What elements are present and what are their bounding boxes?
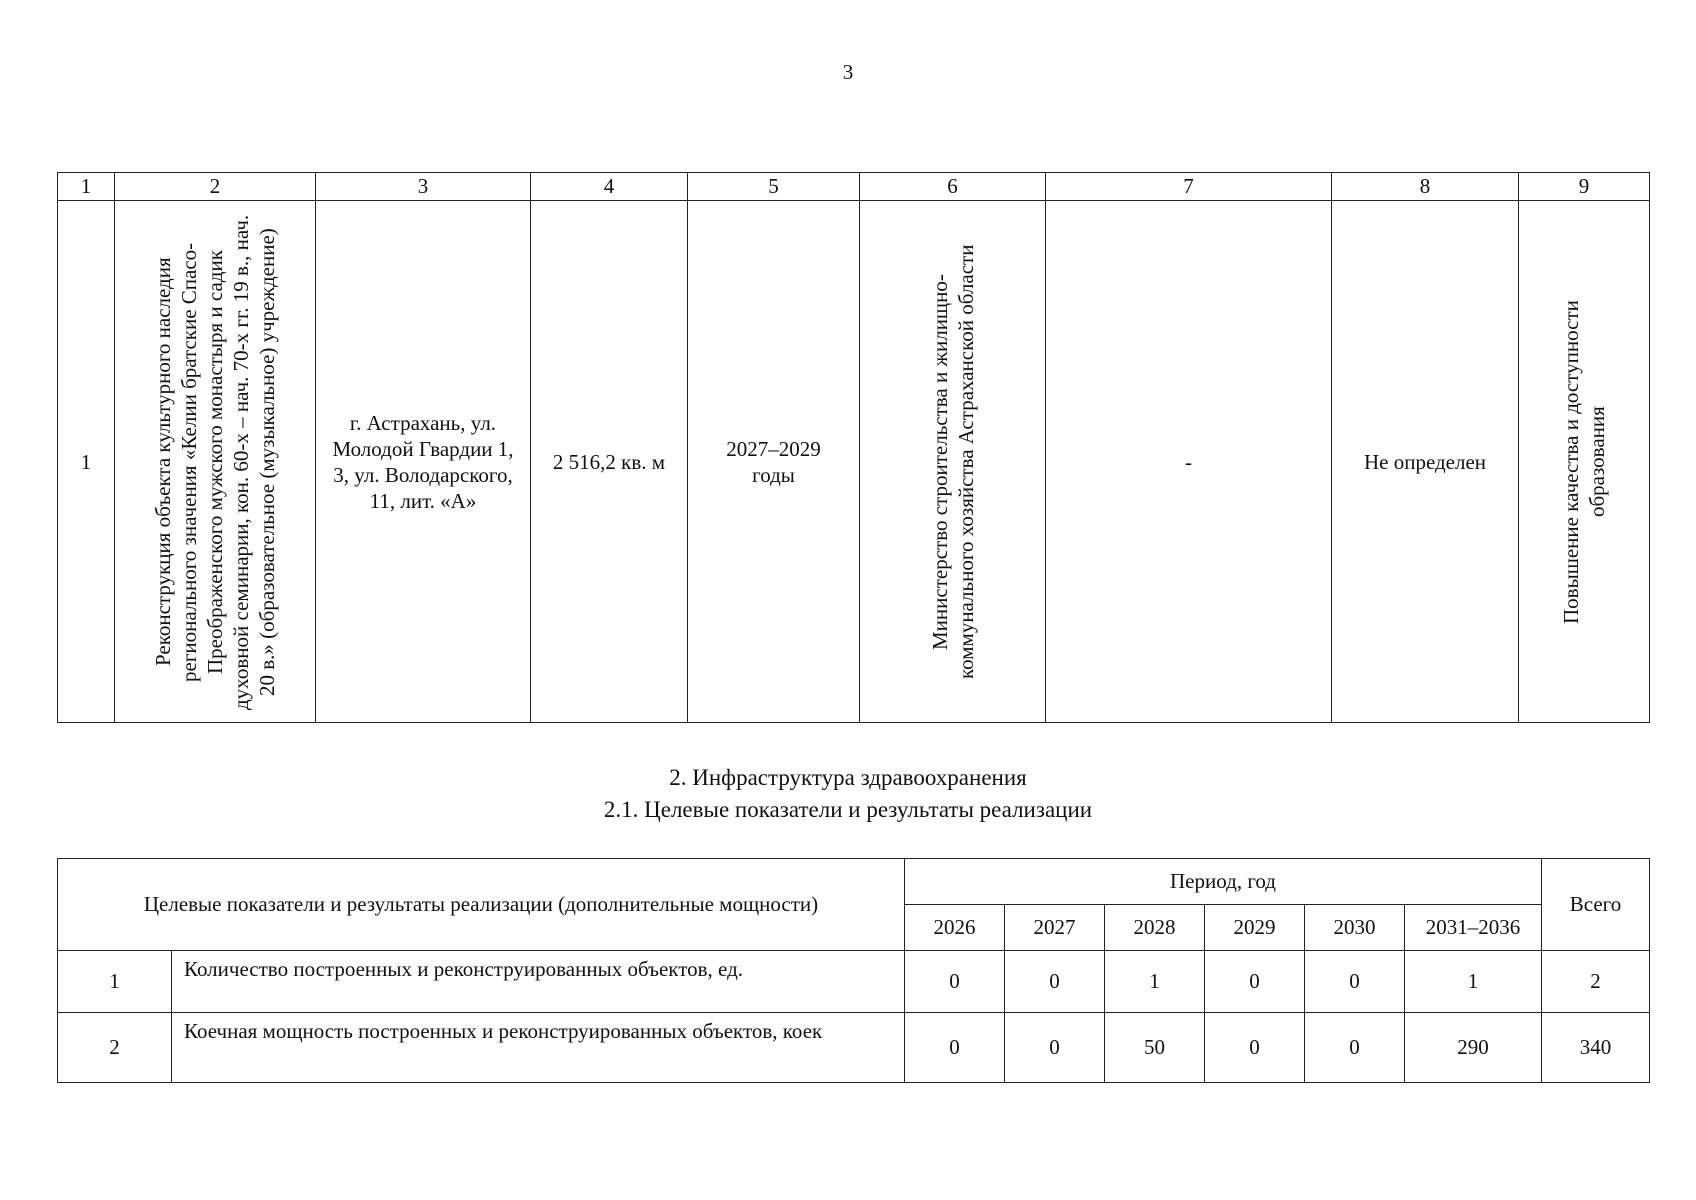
construction-objects-table <box>57 172 1650 723</box>
column-number-6: 6 <box>860 173 1046 201</box>
row-number: 1 <box>58 951 172 1013</box>
column-number-7: 7 <box>1046 173 1332 201</box>
column-number-2: 2 <box>115 173 316 201</box>
table-header-row <box>58 173 1650 201</box>
implementation-period: 2027–2029 годы <box>688 201 860 723</box>
row-number: 1 <box>58 201 115 723</box>
indicator-label: Количество построенных и реконструированных объектов, ед. <box>172 951 905 1013</box>
column-7-value: - <box>1046 201 1332 723</box>
column-number-8: 8 <box>1332 173 1519 201</box>
value-cell: 1 <box>1405 951 1542 1013</box>
expected-result: Повышение качества и доступности образования <box>1559 299 1609 624</box>
responsible-body: Министерство строительства и жилищно-коммунального хозяйства Астраханской области <box>927 244 978 679</box>
column-number-9: 9 <box>1519 173 1650 201</box>
row-number: 2 <box>58 1013 172 1083</box>
section-title: 2. Инфраструктура здравоохранения <box>669 765 1027 790</box>
year-header: 2027 <box>1005 905 1105 951</box>
table-row <box>58 951 1650 1013</box>
year-header: 2031–2036 <box>1405 905 1542 951</box>
object-name: Реконструкция объекта культурного наследия регионального значения «Келии братские Спасо-Преображенского мужского монастыря и садик духовной семинарии, кон. 60-х – нач. 70-х гг. 19 в., нач. 20 в.» (образовательное (музыкальное) учреждение) <box>151 213 279 710</box>
year-header: 2029 <box>1205 905 1305 951</box>
value-cell: 0 <box>1305 951 1405 1013</box>
column-8-value: Не определен <box>1332 201 1519 723</box>
value-cell: 290 <box>1405 1013 1542 1083</box>
value-cell: 50 <box>1105 1013 1205 1083</box>
column-number-5: 5 <box>688 173 860 201</box>
table-header-row <box>58 859 1650 905</box>
target-indicators-table <box>57 858 1650 1083</box>
object-capacity: 2 516,2 кв. м <box>531 201 688 723</box>
year-header: 2028 <box>1105 905 1205 951</box>
page-number: 3 <box>842 60 854 84</box>
value-cell: 0 <box>1205 1013 1305 1083</box>
value-cell: 0 <box>1305 1013 1405 1083</box>
column-number-1: 1 <box>58 173 115 201</box>
value-cell: 1 <box>1105 951 1205 1013</box>
value-cell: 0 <box>1005 951 1105 1013</box>
total-cell: 2 <box>1542 951 1650 1013</box>
indicator-header: Целевые показатели и результаты реализации (дополнительные мощности) <box>58 859 905 951</box>
total-cell: 340 <box>1542 1013 1650 1083</box>
column-number-4: 4 <box>531 173 688 201</box>
value-cell: 0 <box>905 1013 1005 1083</box>
section-subtitle: 2.1. Целевые показатели и результаты реализации <box>603 797 1093 822</box>
responsible-body-cell <box>860 201 1046 723</box>
table-row <box>58 1013 1650 1083</box>
value-cell: 0 <box>905 951 1005 1013</box>
value-cell: 0 <box>1205 951 1305 1013</box>
table-row <box>58 201 1650 723</box>
column-number-3: 3 <box>316 173 531 201</box>
total-header: Всего <box>1542 859 1650 951</box>
period-header: Период, год <box>905 859 1542 905</box>
object-name-cell <box>115 201 316 723</box>
value-cell: 0 <box>1005 1013 1105 1083</box>
year-header: 2026 <box>905 905 1005 951</box>
object-address: г. Астрахань, ул. Молодой Гвардии 1, 3, ул. Володарского, 11, лит. «А» <box>316 201 531 723</box>
expected-result-cell <box>1519 201 1650 723</box>
indicator-label: Коечная мощность построенных и реконструированных объектов, коек <box>172 1013 905 1083</box>
year-header: 2030 <box>1305 905 1405 951</box>
